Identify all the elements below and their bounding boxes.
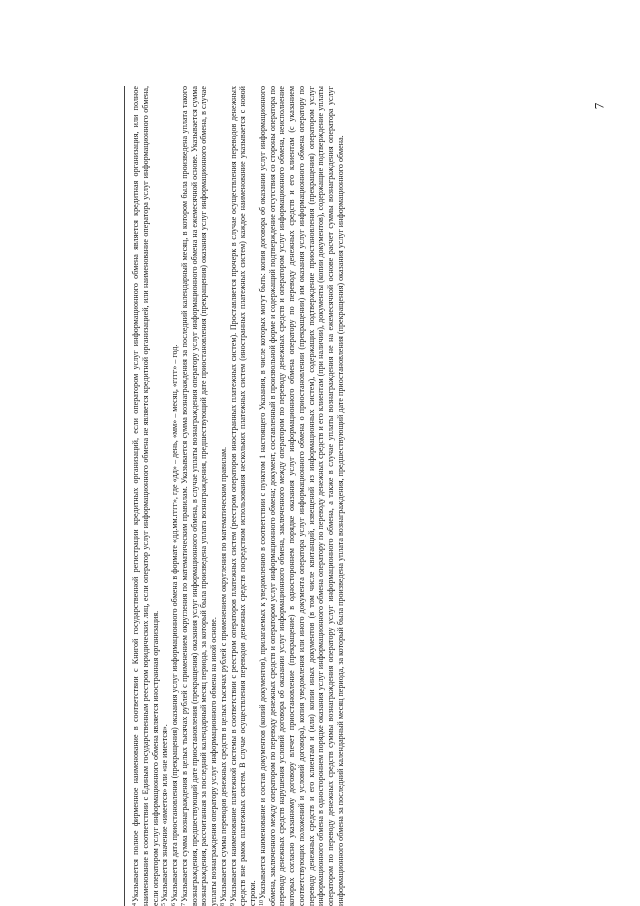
footnote-7 [180,86,219,906]
footnote-text: Указывается дата приостановления (прекращения) оказания услуг информационного обмена в формате «дд.мм.гггг», где «дд» – день, «мм» – месяц, «гггг» – год. [170,344,179,902]
footnote-mark: 6 [171,903,177,906]
footnote-mark: 9 [229,903,236,906]
footnote-text: Указывается сумма вознаграждения в целых тысячах рублей с применением округления по математическим правилам. Указывается сумма вознаграждения за последний календарный месяц, в котором была произведена уплата такого вознаграждения, предшествующий дате приостановления (прекращения) оказания услуг информационного обмена, в случае уплаты вознаграждения оператору услуг информационного обмена на ежемесячной основе. Указывается сумма вознаграждения, рассчитанная за последний календарный месяц периода, за который была произведена уплата вознаграждения, предшествующий дате приостановления (прекращения) оказания услуг информационного обмена, в случае уплаты вознаграждения оператору услуг информационного обмена на иной основе. [179,86,218,906]
footnote-text: Указывается полное фирменное наименование в соответствии с Книгой государственной регистрации кредитных организаций, если оператором услуг информационного обмена является кредитная организация, или полное наименование в соответствии с Единым государственным реестром юридических лиц, если оператор услуг информационного обмена не является кредитной организацией, или наименование оператора услуг информационного обмена, если оператором услуг информационного обмена является иностранная организация. [131,86,160,906]
footnotes [124,86,346,906]
footnote-text: Указывается значение «имеется» или «не имеется». [160,724,170,902]
footnote-10 [258,86,346,906]
footnote-mark: 8 [219,903,226,906]
footnote-8 [219,86,229,906]
footnote-mark: 10 [258,900,265,906]
footnote-text: Указывается сумма переводов денежных средств в целых тысячах рублей с применением округления по математическим правилам. [218,446,228,902]
footnote-mark: 4 [132,903,138,906]
footnote-text: Указывается наименование и состав документов (копий документов), прилагаемых к уведомлению в соответствии с пунктом 1 настоящего Указания, в числе которых могут быть: копия договора об оказании услуг информационного обмена, заключенного между оператором по переводу денежных средств и оператором услуг информационного обмена; документ, составленный в произвольной форме и содержащий подтверждение отсутствия со стороны оператора по переводу денежных средств нарушения условий договора об оказании услуг информационного обмена, заключенного между оператором по переводу денежных средств и оператором услуг информационного обмена, неисполнение которых согласно указанному договору влечет приостановление (прекращение) в одностороннем порядке оказания услуг информационного обмена оператору по переводу денежных средств и его клиентам (с указанием соответствующих положений и условий договора), копия уведомления или иного документа оператора услуг информационного обмена о приостановлении (прекращении) им оказания услуг информационного обмена оператору по переводу денежных средств и его клиентам и (или) копии иных документов (в том числе квитанций, извещений из информационных систем), содержащих подтверждение приостановления (прекращения) оператором услуг информационного обмена в одностороннем порядке оказания услуг информационного обмена оператору по переводу денежных средств и его клиентам (при наличии), документы (копии документов), содержащие подтверждение уплаты оператором по переводу денежных средств суммы вознаграждения оператору услуг информационного обмена, а также в случае уплаты вознаграждения не на ежемесячной основе расчет суммы вознаграждения оператора услуг информационного обмена за последний календарный месяц периода, за который была произведена уплата вознаграждения, предшествующий дате приостановления (прекращения) оказания услуг информационного обмена. [257,86,345,906]
footnote-text: Указывается наименование платежной системы в соответствии с реестром операторов платежных систем (реестром операторов иностранных платежных систем). Проставляется прочерк в случае осуществления переводов денежных средств вне рамок платежных систем. В случае осуществления переводов денежных средств посредством использования нескольких платежных систем (иностранных платежных систем) каждое наименование указывается с новой строки. [228,86,257,906]
footnote-6 [170,86,180,906]
rotated-page-content [124,86,524,906]
footnote-mark: 5 [161,903,168,906]
footnote-mark: 7 [180,903,187,906]
page-number: 7 [591,102,607,110]
footnote-5 [160,86,170,906]
footnote-4 [131,86,160,906]
footnote-9 [229,86,258,906]
